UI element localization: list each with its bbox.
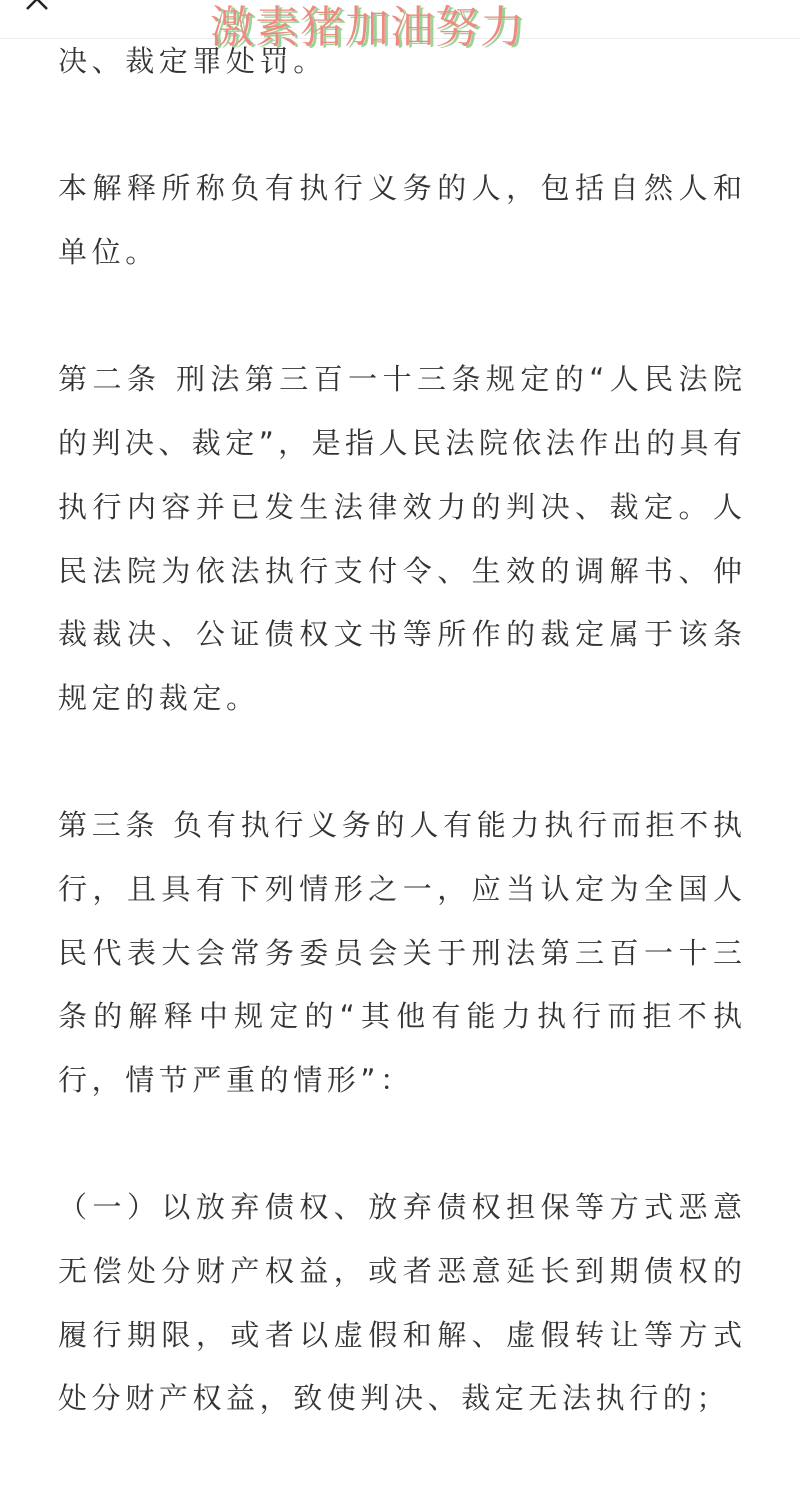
text-line: 决、裁定罪处罚。 [58, 44, 327, 78]
paragraph [58, 348, 742, 730]
text-line: 民法院为依法执行支付令、生效的调解书、仲 [58, 553, 742, 588]
text-line: 行，且具有下列情形之一，应当认定为全国人 [58, 871, 742, 906]
text-line: 第二条 刑法第三百一十三条规定的“人民法院 [58, 362, 742, 397]
text-line: 行，情节严重的情形”： [58, 1063, 414, 1097]
text-line: 规定的裁定。 [58, 680, 260, 715]
text-line: 本解释所称负有执行义务的人，包括自然人和 [58, 171, 742, 206]
watermark: 激素猪加油努力 [210, 2, 525, 53]
text-line: 处分财产权益，致使判决、裁定无法执行的； [58, 1381, 731, 1416]
text-line: 裁裁决、公证债权文书等所作的裁定属于该条 [58, 617, 742, 652]
text-line: 条的解释中规定的“其他有能力执行而拒不执 [58, 999, 742, 1034]
paragraph [58, 794, 742, 1112]
article-body [58, 30, 742, 1495]
text-line: 无偿处分财产权益，或者恶意延长到期债权的 [58, 1254, 742, 1289]
text-line: 执行内容并已发生法律效力的判决、裁定。人 [58, 489, 742, 524]
paragraph [58, 1176, 742, 1431]
text-line: （一）以放弃债权、放弃债权担保等方式恶意 [58, 1190, 742, 1225]
close-icon[interactable] [24, 0, 50, 12]
paragraph [58, 157, 742, 284]
text-line: 的判决、裁定”，是指人民法院依法作出的具有 [58, 426, 742, 461]
text-line: 第三条 负有执行义务的人有能力执行而拒不执 [58, 808, 742, 843]
text-line: 履行期限，或者以虚假和解、虚假转让等方式 [58, 1317, 742, 1352]
text-line: 单位。 [58, 235, 159, 270]
text-line: 民代表大会常务委员会关于刑法第三百一十三 [58, 935, 742, 970]
